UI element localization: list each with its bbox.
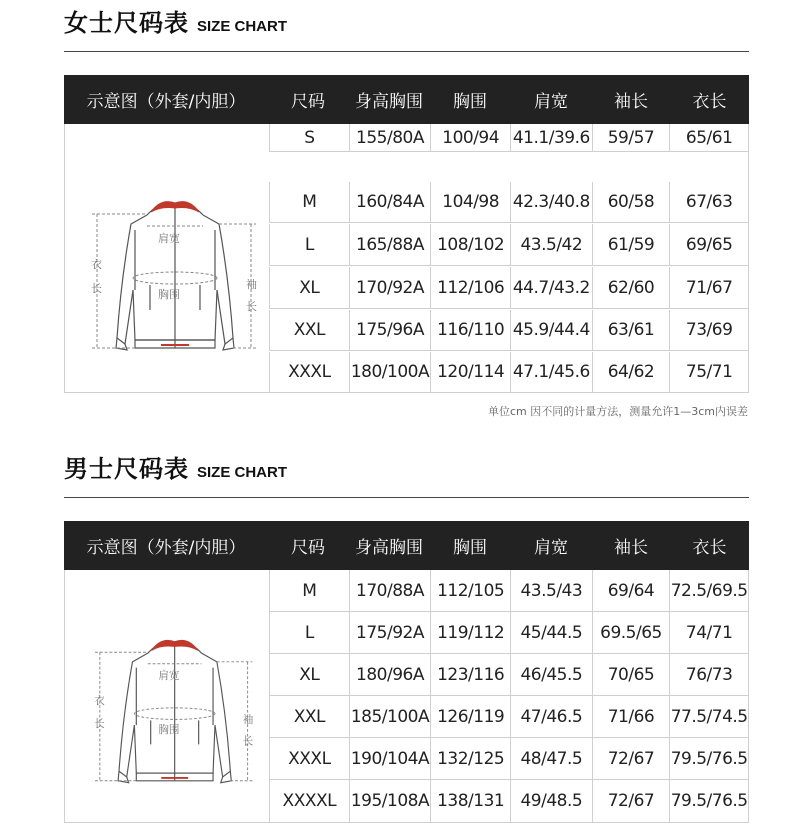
cell-length: 76/73: [669, 654, 748, 695]
header-sleeve: 袖长: [614, 538, 648, 558]
cell-size: M: [269, 182, 349, 222]
header-length: 衣长: [692, 92, 727, 112]
cell-shoulder: 44.7/43.2: [510, 267, 592, 308]
cell-height-chest: 195/108A: [349, 780, 431, 822]
svg-text:胸围: 胸围: [158, 288, 180, 301]
cell-height-chest: 160/84A: [349, 182, 431, 222]
cell-sleeve: 60/58: [592, 182, 670, 222]
table-row: [269, 310, 748, 351]
cell-sleeve: 64/62: [592, 352, 670, 392]
cell-chest: 112/105: [430, 570, 510, 611]
cell-length: 75/71: [669, 352, 748, 392]
cell-height-chest: 190/104A: [349, 738, 431, 779]
table-row: [269, 352, 748, 392]
cell-size: XL: [269, 267, 349, 308]
cell-size: L: [269, 224, 349, 265]
cell-chest: 138/131: [430, 780, 510, 822]
measurement-note: 单位cm 因不同的计量方法，测量允许1—3cm内误差: [487, 405, 748, 418]
women-size-table: [64, 124, 749, 393]
cell-sleeve: 63/61: [592, 310, 670, 350]
svg-text:肩宽: 肩宽: [158, 670, 180, 683]
cell-length: 74/71: [669, 612, 748, 653]
cell-length: 79.5/76.5: [669, 738, 748, 779]
cell-shoulder: 47.1/45.6: [510, 352, 592, 392]
cell-sleeve: 72/67: [592, 738, 670, 779]
cell-chest: 112/106: [430, 267, 510, 308]
cell-sleeve: 71/66: [592, 696, 670, 737]
men-table-header: [64, 521, 749, 570]
table-row: [269, 654, 748, 696]
jacket-sketch-icon: [65, 610, 269, 823]
header-chest: 胸围: [453, 538, 487, 558]
cell-chest: 119/112: [430, 612, 510, 653]
women-title-rule: [64, 51, 749, 52]
women-table-header: [64, 75, 749, 124]
header-length: 衣长: [692, 538, 727, 558]
cell-chest: 120/114: [430, 352, 510, 392]
cell-shoulder: 42.3/40.8: [510, 182, 592, 222]
women-jacket-diagram: [65, 170, 269, 392]
cell-size: XXXL: [269, 738, 349, 779]
cell-length: 71/67: [669, 267, 748, 308]
table-row: [269, 182, 748, 223]
cell-sleeve: 69/64: [592, 570, 670, 611]
women-title-cn: 女士尺码表: [64, 9, 189, 37]
table-row: [269, 267, 748, 309]
men-title-rule: [64, 497, 749, 498]
men-title-cn: 男士尺码表: [64, 455, 189, 483]
svg-text:袖: 袖: [246, 278, 257, 291]
svg-text:衣: 衣: [91, 258, 102, 271]
cell-height-chest: 185/100A: [349, 696, 431, 737]
cell-shoulder: 49/48.5: [510, 780, 592, 822]
svg-text:肩宽: 肩宽: [158, 232, 180, 245]
table-row: [269, 124, 748, 152]
header-size: 尺码: [291, 538, 325, 558]
cell-size: S: [269, 124, 349, 151]
header-height-chest: 身高胸围: [355, 92, 423, 112]
cell-sleeve: 61/59: [592, 224, 670, 265]
header-diagram: 示意图（外套/内胆）: [86, 538, 246, 558]
cell-shoulder: 41.1/39.6: [510, 124, 592, 151]
cell-sleeve: 62/60: [592, 267, 670, 308]
cell-height-chest: 175/96A: [349, 310, 431, 350]
cell-shoulder: 43.5/43: [510, 570, 592, 611]
cell-chest: 116/110: [430, 310, 510, 350]
cell-length: 67/63: [669, 182, 748, 222]
header-diagram: 示意图（外套/内胆）: [86, 92, 246, 112]
cell-size: XXL: [269, 310, 349, 350]
header-shoulder: 肩宽: [534, 92, 568, 112]
cell-sleeve: 69.5/65: [592, 612, 670, 653]
header-chest: 胸围: [453, 92, 487, 112]
cell-chest: 123/116: [430, 654, 510, 695]
women-title-en: SIZE CHART: [197, 18, 287, 35]
cell-length: 73/69: [669, 310, 748, 350]
cell-height-chest: 170/88A: [349, 570, 431, 611]
jacket-sketch-icon: [65, 170, 269, 392]
cell-size: XXXXL: [269, 780, 349, 822]
cell-chest: 104/98: [430, 182, 510, 222]
header-height-chest: 身高胸围: [355, 538, 423, 558]
cell-height-chest: 165/88A: [349, 224, 431, 265]
cell-height-chest: 175/92A: [349, 612, 431, 653]
cell-size: L: [269, 612, 349, 653]
table-row: [269, 696, 748, 738]
men-size-table: [64, 570, 749, 823]
svg-text:袖: 袖: [242, 714, 254, 727]
cell-shoulder: 45.9/44.4: [510, 310, 592, 350]
svg-text:长: 长: [91, 282, 102, 295]
cell-shoulder: 48/47.5: [510, 738, 592, 779]
table-row: [269, 738, 748, 780]
cell-height-chest: 170/92A: [349, 267, 431, 308]
cell-shoulder: 47/46.5: [510, 696, 592, 737]
men-title-en: SIZE CHART: [197, 464, 287, 481]
header-shoulder: 肩宽: [534, 538, 568, 558]
cell-chest: 132/125: [430, 738, 510, 779]
cell-sleeve: 59/57: [592, 124, 670, 151]
table-row: [269, 612, 748, 654]
cell-length: 69/65: [669, 224, 748, 265]
cell-shoulder: 43.5/42: [510, 224, 592, 265]
svg-text:长: 长: [246, 300, 257, 313]
men-jacket-diagram: [65, 610, 269, 823]
cell-chest: 100/94: [430, 124, 510, 151]
cell-sleeve: 70/65: [592, 654, 670, 695]
svg-text:衣: 衣: [94, 695, 105, 708]
header-size: 尺码: [291, 92, 325, 112]
cell-size: XXL: [269, 696, 349, 737]
cell-length: 72.5/69.5: [669, 570, 748, 611]
svg-text:长: 长: [242, 735, 254, 748]
svg-text:长: 长: [94, 718, 105, 731]
cell-chest: 126/119: [430, 696, 510, 737]
cell-sleeve: 72/67: [592, 780, 670, 822]
table-row: [269, 780, 748, 822]
cell-size: XL: [269, 654, 349, 695]
cell-shoulder: 45/44.5: [510, 612, 592, 653]
table-row: [269, 224, 748, 266]
table-row: [269, 570, 748, 612]
cell-height-chest: 155/80A: [349, 124, 431, 151]
svg-text:胸围: 胸围: [158, 723, 180, 736]
image-seam: [65, 152, 748, 170]
men-section-title: [64, 450, 287, 484]
cell-size: XXXL: [269, 352, 349, 392]
header-sleeve: 袖长: [614, 92, 648, 112]
cell-length: 65/61: [669, 124, 748, 151]
cell-length: 77.5/74.5: [669, 696, 748, 737]
cell-shoulder: 46/45.5: [510, 654, 592, 695]
cell-height-chest: 180/96A: [349, 654, 431, 695]
cell-length: 79.5/76.5: [669, 780, 748, 822]
cell-height-chest: 180/100A: [349, 352, 431, 392]
women-section-title: [64, 4, 287, 38]
cell-size: M: [269, 570, 349, 611]
cell-chest: 108/102: [430, 224, 510, 265]
